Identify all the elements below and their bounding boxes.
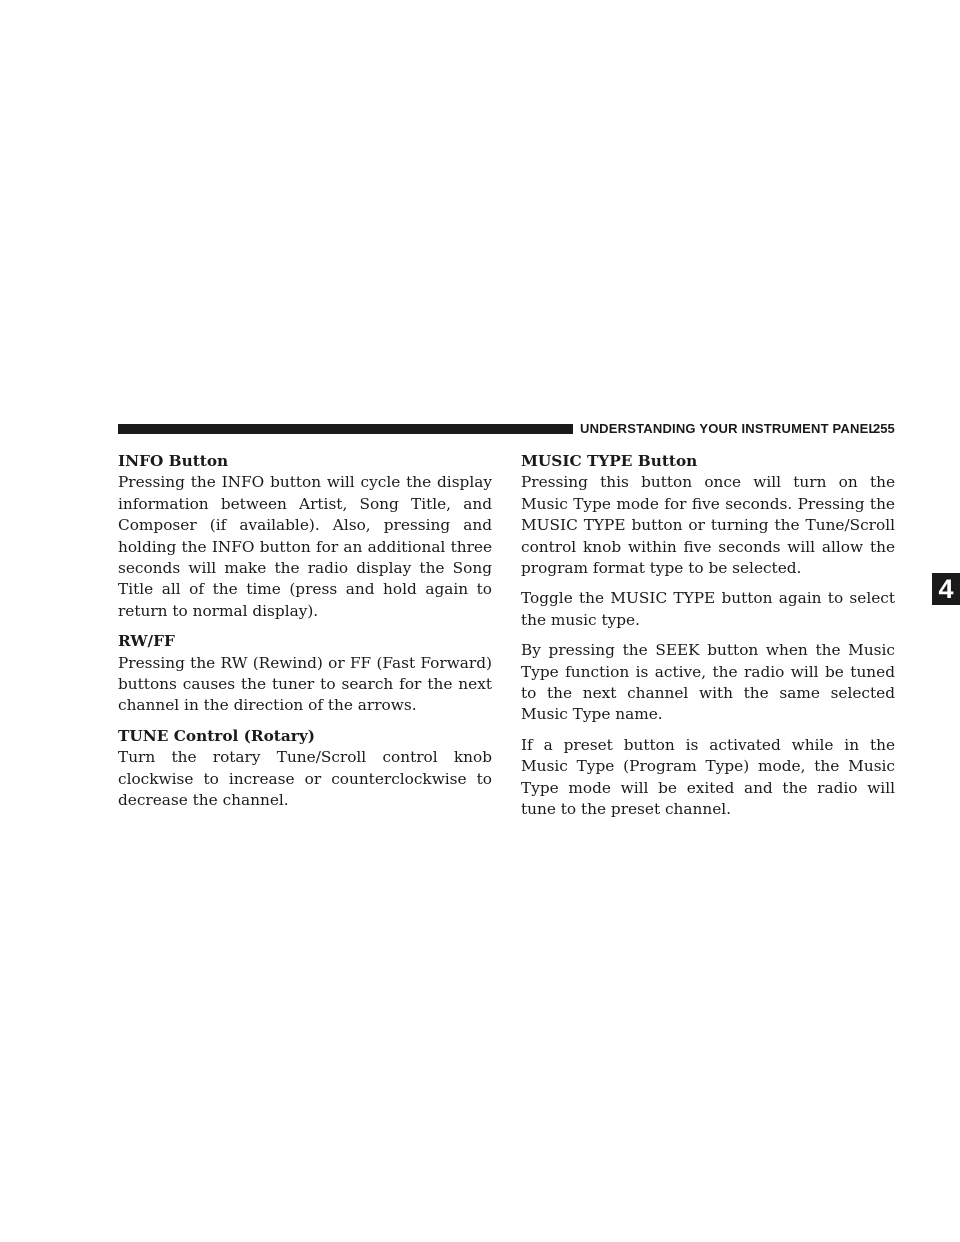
page-number: 255 xyxy=(873,421,895,436)
header-rule xyxy=(118,424,573,434)
section-body: Turn the rotary Tune/Scroll control knob clockwise to increase or counterclockwise to decrease the channel. xyxy=(118,748,492,810)
paragraph: By pressing the SEEK button when the Music Type function is active, the radio will be tuned to the next channel with the same selected Music Type name. xyxy=(521,641,895,724)
section-heading: INFO Button xyxy=(118,452,229,470)
section-body: Pressing the RW (Rewind) or FF (Fast Forward) buttons causes the tuner to search for the next channel in the direction of the arrows. xyxy=(118,653,492,715)
running-header: UNDERSTANDING YOUR INSTRUMENT PANEL xyxy=(580,421,877,436)
section-body: Pressing this button once will turn on the Music Type mode for five seconds. Pressing the MUSIC TYPE button or turning the Tune/Scroll control knob within five seconds will allow the program format type to be selected. xyxy=(521,473,895,578)
left-column xyxy=(118,451,492,821)
section-heading: TUNE Control (Rotary) xyxy=(118,726,315,745)
section-info-button xyxy=(118,451,492,622)
right-column xyxy=(521,451,895,830)
section-tune-control xyxy=(118,726,492,812)
paragraph: Toggle the MUSIC TYPE button again to select the music type. xyxy=(521,589,895,629)
chapter-tab: 4 xyxy=(932,573,960,605)
section-heading: RW/FF xyxy=(118,632,175,651)
section-rw-ff xyxy=(118,631,492,717)
section-heading: MUSIC TYPE Button xyxy=(521,452,698,470)
section-body: Pressing the INFO button will cycle the display information between Artist, Song Title, and Composer (if available). Also, pressing and holding the INFO button for an additional three seconds will make the radio display the Song Title all of the time (press and hold again to return to normal display). xyxy=(118,473,492,620)
paragraph: If a preset button is activated while in the Music Type (Program Type) mode, the Music Type mode will be exited and the radio will tune to the preset channel. xyxy=(521,735,895,819)
section-music-type-button xyxy=(521,451,895,579)
